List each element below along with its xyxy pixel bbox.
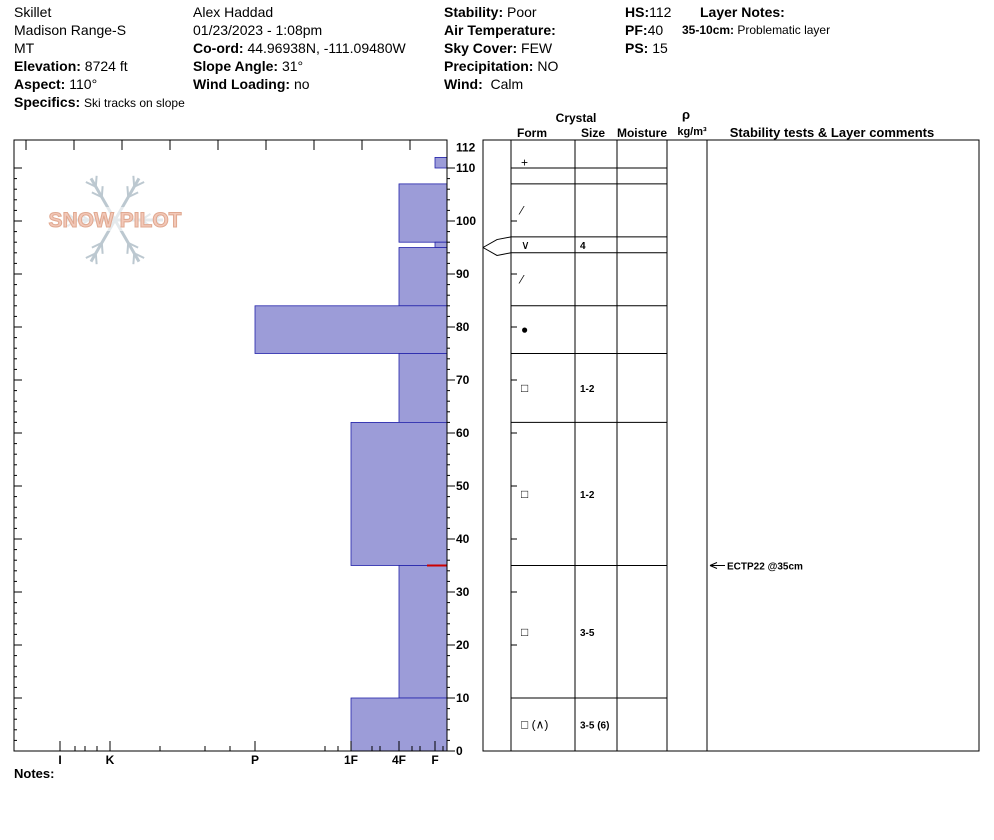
hardness-tick-label: F [431, 753, 439, 767]
wind-loading-value: no [293, 76, 310, 92]
layer-connector [483, 248, 511, 256]
layer-notes-label: Layer Notes: [700, 4, 785, 20]
size-header: Size [580, 126, 606, 140]
hardness-bar [399, 184, 447, 242]
hardness-tick-label: I [58, 753, 62, 767]
stability-label: Stability: [444, 4, 504, 20]
notes-label: Notes: [14, 766, 55, 781]
location-name: Skillet [14, 4, 52, 20]
wind-value: Calm [490, 76, 524, 92]
stability-header: Stability tests & Layer comments [729, 125, 935, 140]
depth-tick-label: 90 [456, 267, 470, 281]
hardness-bar [399, 354, 447, 423]
form-header: Form [517, 126, 547, 140]
coord-value: 44.96938N, -111.09480W [247, 40, 406, 56]
grain-size-label: 4 [580, 240, 586, 252]
ps-value: 15 [652, 40, 668, 56]
snowflake-branch [133, 176, 134, 187]
depth-tick-label: 0 [456, 744, 463, 758]
grain-size-label: 1-2 [580, 489, 595, 501]
depth-tick-label: 50 [456, 479, 470, 493]
ps-label: PS: [625, 40, 649, 56]
pf-label: PF: [625, 22, 648, 38]
density-header: ρ [681, 107, 691, 122]
hardness-bar [399, 248, 447, 306]
grain-size-label: 1-2 [580, 383, 595, 395]
pf-value: 40 [647, 22, 664, 38]
air-temp-label: Air Temperature: [444, 22, 556, 38]
layer-table [483, 107, 979, 751]
elevation-value: 8724 ft [84, 58, 128, 74]
depth-tick-label: 70 [456, 373, 470, 387]
grain-form-symbol: ⁄ [521, 272, 524, 287]
snowflake-branch [102, 243, 103, 254]
crystal-header: Crystal [555, 111, 597, 125]
slope-value: 31° [281, 58, 304, 74]
coord-label: Co-ord: [193, 40, 244, 56]
hardness-bar [435, 242, 447, 247]
grain-form-symbol: ⁄ [521, 203, 524, 218]
snowflake-branch [102, 186, 103, 197]
hs-label: HS: [625, 4, 650, 20]
observation-datetime: 01/23/2023 - 1:08pm [193, 22, 323, 38]
hardness-tick-label: K [105, 753, 115, 767]
depth-tick-label: 60 [456, 426, 470, 440]
layer-note-text: Problematic layer [737, 23, 831, 37]
slope-label: Slope Angle: [193, 58, 279, 74]
snowflake-branch [96, 176, 97, 187]
depth-tick-label: 110 [456, 161, 476, 175]
logo-text: SNOW PILOT [48, 209, 182, 232]
grain-form-symbol: ∨ [521, 237, 530, 252]
snowflake-branch [133, 253, 134, 264]
depth-tick-label: 112 [456, 140, 476, 155]
grain-form-symbol: + [521, 155, 529, 170]
depth-tick-label: 40 [456, 532, 470, 546]
snowflake-branch [127, 243, 128, 254]
snowpilot-logo [38, 176, 192, 264]
depth-tick-label: 100 [456, 214, 477, 228]
sky-value: FEW [521, 40, 553, 56]
hardness-tick-label: 1F [343, 753, 359, 767]
specifics-value: Ski tracks on slope [84, 96, 185, 110]
grain-form-symbol: □ [521, 624, 529, 639]
snowflake-branch [127, 186, 128, 197]
density-unit: kg/m³ [677, 126, 707, 138]
elevation-label: Elevation: [14, 58, 81, 74]
precip-value: NO [537, 58, 559, 74]
grain-form-symbol: □ (∧) [521, 717, 549, 732]
precip-label: Precipitation: [444, 58, 534, 74]
stability-test-label: ECTP22 @35cm [727, 561, 803, 573]
grain-size-label: 3-5 [580, 627, 595, 639]
wind-label: Wind: [444, 76, 483, 92]
grain-form-symbol: □ [521, 380, 529, 395]
hardness-tick-label: 4F [391, 753, 407, 767]
hardness-tick-label: P [250, 753, 260, 767]
hardness-bar [435, 157, 447, 168]
moisture-header: Moisture [616, 126, 668, 140]
snowflake-branch [96, 253, 97, 264]
hardness-bars [255, 157, 447, 751]
hardness-bar [351, 422, 447, 565]
hardness-bar [399, 566, 447, 699]
grain-form-symbol: □ [521, 486, 529, 501]
stability-tests [710, 562, 803, 573]
grain-size-label: 3-5 (6) [580, 720, 610, 732]
hardness-bar [255, 306, 447, 354]
aspect-label: Aspect: [14, 76, 66, 92]
layer-note-range: 35-10cm: [682, 23, 735, 37]
state-name: MT [14, 40, 35, 56]
stability-value: Poor [507, 4, 537, 20]
depth-tick-label: 80 [456, 320, 470, 334]
table-frame [483, 140, 979, 751]
observer-name: Alex Haddad [193, 4, 274, 20]
depth-tick-label: 30 [456, 585, 470, 599]
sky-label: Sky Cover: [444, 40, 518, 56]
depth-tick-label: 20 [456, 638, 470, 652]
hs-value: 112 [649, 4, 672, 20]
aspect-value: 110° [69, 76, 98, 92]
specifics-label: Specifics: [14, 94, 81, 110]
wind-loading-label: Wind Loading: [193, 76, 291, 92]
layer-connector [483, 237, 511, 248]
range-name: Madison Range-S [14, 22, 127, 38]
grain-form-symbol: ● [521, 322, 529, 337]
depth-tick-label: 10 [456, 691, 470, 705]
